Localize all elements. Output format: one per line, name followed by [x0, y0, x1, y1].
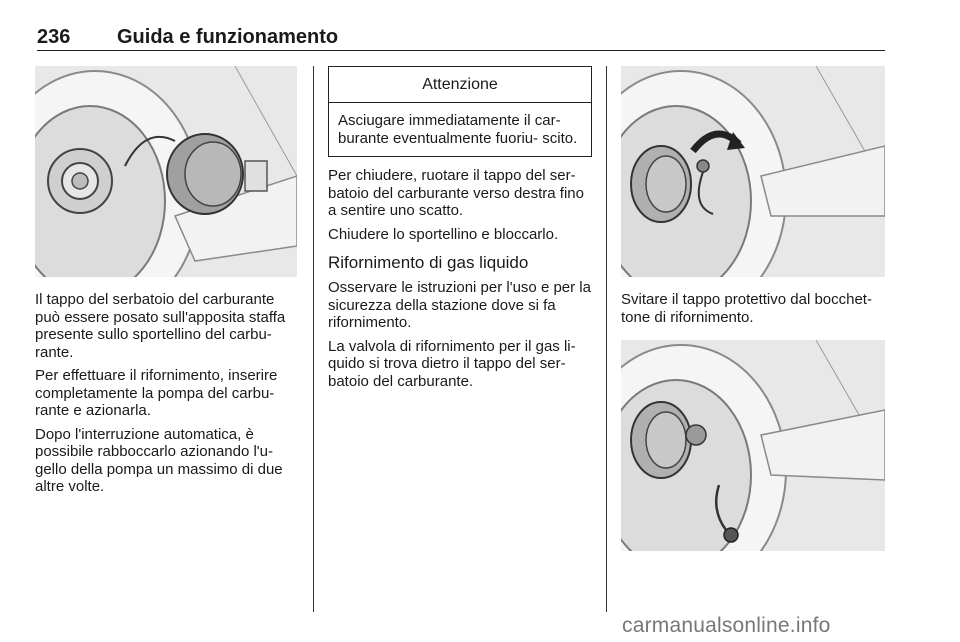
- paragraph: Osservare le istruzioni per l'uso e per la sicurezza della stazione dove si fa rifornimento.: [328, 279, 591, 331]
- fuel-cap-on-holder-illustration: [35, 66, 297, 277]
- warning-box: [328, 66, 592, 157]
- column-divider: [606, 66, 607, 612]
- paragraph: Per effettuare il rifornimento, inserire completamente la pompa del carbu- rante e azionarla.: [35, 367, 278, 419]
- paragraph: Chiudere lo sportellino e bloccarlo.: [328, 225, 559, 243]
- column-2: [328, 66, 592, 396]
- paragraph: Dopo l'interruzione automatica, è possibile rabboccarlo azionando l'u- gello della pompa un massimo di due altre volte.: [35, 425, 283, 495]
- section-title: Rifornimento di gas liquido: [328, 253, 529, 272]
- column-3: [621, 66, 885, 551]
- column-divider: [313, 66, 314, 612]
- cap-unscrewed-illustration: [621, 340, 885, 551]
- watermark: carmanualsonline.info: [622, 614, 831, 637]
- column-1: [35, 66, 297, 502]
- paragraph: Il tappo del serbatoio del carburante può essere posato sull'apposita staffa presente sullo sportellino del carbu- rante.: [35, 291, 286, 361]
- page-number: 236: [37, 26, 71, 48]
- paragraph: Per chiudere, ruotare il tappo del ser- batoio del carburante verso destra fino a sentire uno scatto.: [328, 167, 584, 219]
- chapter-title: Guida e funzionamento: [117, 26, 339, 48]
- paragraph: La valvola di rifornimento per il gas li- quido si trova dietro il tappo del ser- batoio del carburante.: [328, 337, 576, 390]
- page-header: [37, 26, 885, 51]
- warning-text: Asciugare immediatamente il car- burante eventualmente fuoriu- scito.: [338, 112, 578, 147]
- caption: Svitare il tappo protettivo dal bocchet- tone di rifornimento.: [621, 291, 872, 326]
- fuel-cap-closing-illustration: [621, 66, 885, 277]
- warning-title: Attenzione: [329, 67, 591, 103]
